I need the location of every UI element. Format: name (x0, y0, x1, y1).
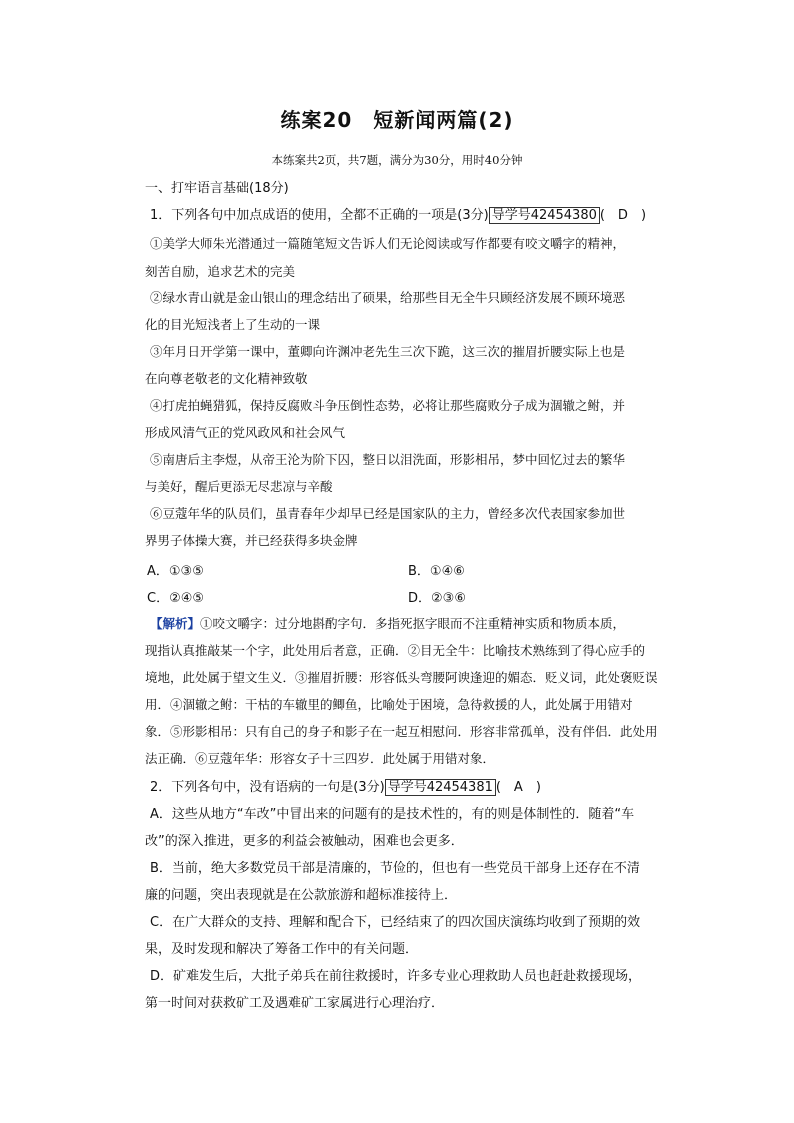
question-2-answer: ( A ) (495, 780, 541, 795)
analysis-line: 境地，此处属于望文生义．③摧眉折腰：形容低头弯腰阿谀逢迎的媚态．贬义词，此处褒贬误 (145, 670, 658, 685)
analysis-line: 用．④涸辙之鲋：干枯的车辙里的鲫鱼，比喻处于困境，急待救援的人，此处属于用错对 (145, 697, 633, 712)
q1-item-line: ⑥豆蔻年华的队员们，虽青春年少却早已经是国家队的主力，曾经多次代表国家参加世 (150, 506, 626, 521)
q1-option-b: B．①④⑥ (408, 564, 465, 579)
q1-item-line: ⑤南唐后主李煜，从帝王沦为阶下囚，整日以泪洗面，形影相吊，梦中回忆过去的繁华 (150, 452, 626, 467)
q1-item-line: ③年月日开学第一课中，董卿向许渊冲老先生三次下跪，这三次的摧眉折腰实际上也是 (150, 344, 626, 359)
q1-item-line: 在向尊老敬老的文化精神致敬 (145, 371, 308, 386)
q1-item-line: 化的目光短浅者上了生动的一课 (145, 317, 321, 332)
analysis-text: ①咬文嚼字：过分地斟酌字句．多指死抠字眼而不注重精神实质和物质本质， (200, 616, 626, 631)
q2-option-line: A．这些从地方“车改”中冒出来的问题有的是技术性的，有的则是体制性的．随着“车 (150, 807, 635, 822)
q1-option-c: C．②④⑤ (147, 591, 205, 606)
q2-option-line: 改”的深入推进，更多的利益会被触动，困难也会更多． (145, 834, 464, 849)
q1-option-d: D．②③⑥ (408, 591, 466, 606)
question-2-code: 导学号42454381 (385, 779, 496, 796)
q1-item-line: 界男子体操大赛，并已经获得多块金牌 (145, 533, 358, 548)
q1-item-line: ④打虎拍蝇猎狐，保持反腐败斗争压倒性态势，必将让那些腐败分子成为涸辙之鲋，并 (150, 398, 626, 413)
q1-option-a: A．①③⑤ (147, 564, 204, 579)
q1-item-line: 刻苦自励，追求艺术的完美 (145, 264, 296, 279)
q1-item-line: 形成风清气正的党风政风和社会风气 (145, 425, 346, 440)
analysis-line: 现指认真推敲某一个字，此处用后者意，正确．②目无全牛：比喻技术熟练到了得心应手的 (145, 643, 646, 658)
question-1-text: 1．下列各句中加点成语的使用，全都不正确的一项是(3分) (150, 208, 489, 223)
exercise-meta: 本练案共2页，共7题，满分为30分，用时40分钟 (271, 153, 523, 167)
analysis-line: 象．⑤形影相吊：只有自己的身子和影子在一起互相慰问．形容非常孤单，没有伴侣．此处用 (145, 724, 658, 739)
question-1-answer: ( D ) (599, 208, 647, 223)
question-2-stem (150, 778, 670, 798)
q1-item-line: 与美好，醒后更添无尽悲凉与辛酸 (145, 479, 333, 494)
section-heading: 一、打牢语言基础(18分) (145, 181, 289, 196)
analysis-line: 法正确．⑥豆蔻年华：形容女子十三四岁．此处属于用错对象． (145, 751, 496, 766)
analysis-first-line (150, 614, 670, 634)
q1-item-line: ①美学大师朱光潜通过一篇随笔短文告诉人们无论阅读或写作都要有咬文嚼字的精神， (150, 236, 626, 251)
q2-option-line: 第一时间对获救矿工及遇难矿工家属进行心理治疗． (145, 996, 445, 1011)
q2-option-line: B．当前，绝大多数党员干部是清廉的，节俭的，但也有一些党员干部身上还存在不清 (150, 861, 640, 876)
question-2-text: 2．下列各句中，没有语病的一句是(3分) (150, 780, 385, 795)
q2-option-line: C．在广大群众的支持、理解和配合下，已经结束了的四次国庆演练均收到了预期的效 (150, 915, 641, 930)
q1-item-line: ②绿水青山就是金山银山的理念结出了硕果，给那些目无全牛只顾经济发展不顾环境恶 (150, 290, 626, 305)
q2-option-line: 廉的问题，突出表现就是在公款旅游和超标准接待上． (145, 888, 458, 903)
question-1-code: 导学号42454380 (489, 207, 600, 224)
analysis-tag: 【解析】 (150, 616, 201, 631)
page-title: 练案20 短新闻两篇(2) (280, 108, 514, 132)
question-1-stem (150, 206, 670, 226)
q2-option-line: 果，及时发现和解决了筹备工作中的有关问题． (145, 942, 419, 957)
q2-option-line: D．矿难发生后，大批子弟兵在前往救援时，许多专业心理救助人员也赶赴救援现场， (150, 969, 642, 984)
